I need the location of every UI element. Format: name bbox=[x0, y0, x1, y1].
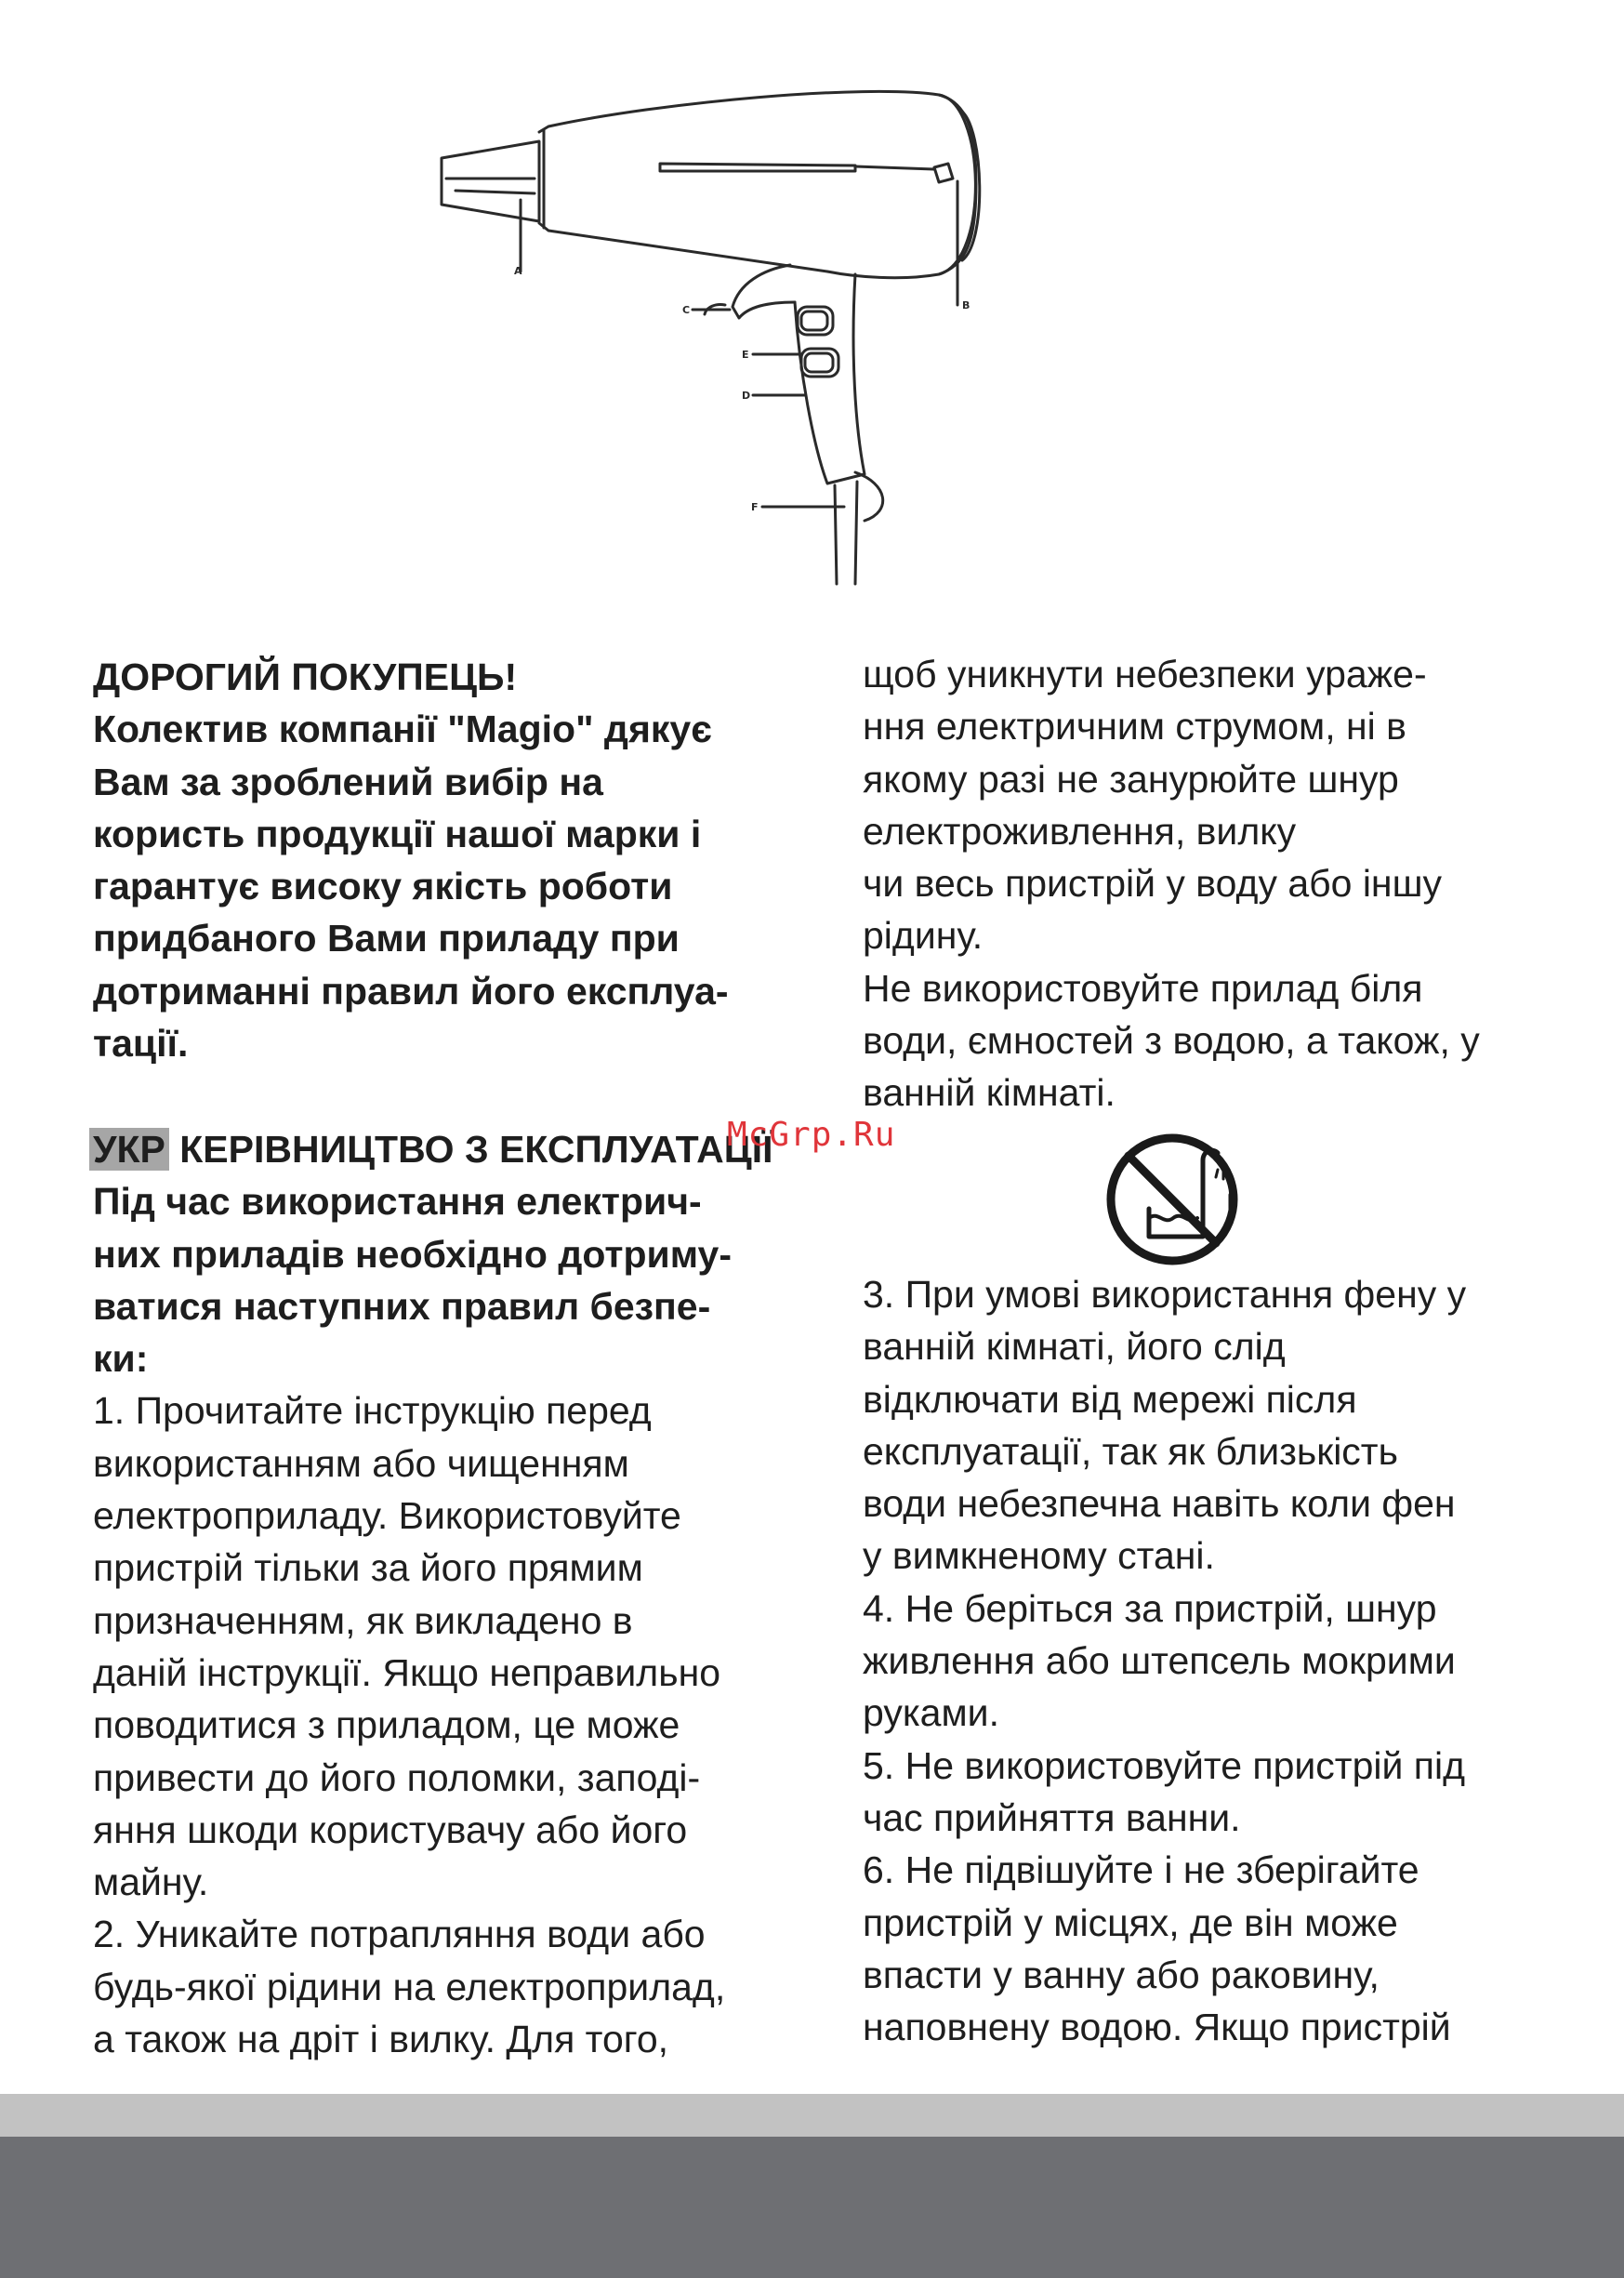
rule-line: води небезпечна навіть коли фен bbox=[863, 1482, 1456, 1526]
intro-line: придбаного Вами приладу при bbox=[93, 917, 680, 960]
rule-line: руками. bbox=[863, 1691, 999, 1735]
rule-line: 6. Не підвішуйте і не зберігайте bbox=[863, 1848, 1419, 1892]
language-tag: УКР bbox=[89, 1128, 169, 1171]
body-line: електроживлення, вилку bbox=[863, 809, 1297, 853]
rule-line: поводитися з приладом, це може bbox=[93, 1703, 680, 1747]
rule-line: відключати від мережі після bbox=[863, 1377, 1357, 1421]
label-d: D bbox=[742, 390, 751, 402]
safety-line: них приладів необхідно дотриму- bbox=[93, 1232, 732, 1276]
rule-line: привести до його поломки, заподі- bbox=[93, 1755, 701, 1799]
hair-dryer-diagram-icon bbox=[418, 74, 1069, 595]
rule-line: впасти у ванну або раковину, bbox=[863, 1953, 1380, 1996]
body-line: щоб уникнути небезпеки ураже- bbox=[863, 653, 1427, 695]
rule-line: час прийняття ванни. bbox=[863, 1795, 1241, 1839]
safety-line: ватися наступних правил безпе- bbox=[93, 1284, 711, 1328]
body-line: води, ємностей з водою, а також, у bbox=[863, 1019, 1480, 1063]
label-e: E bbox=[742, 349, 749, 361]
footer-band-dark bbox=[0, 2137, 1624, 2278]
safety-line: Під час використання електрич- bbox=[93, 1180, 702, 1224]
label-c: C bbox=[682, 304, 691, 316]
rule-line: 3. При умові використання фену у bbox=[863, 1273, 1467, 1316]
greeting-block bbox=[93, 651, 827, 1069]
section-heading bbox=[93, 1123, 827, 1175]
body-line: Не використовуйте прилад біля bbox=[863, 966, 1423, 1010]
rule-line: живлення або штепсель мокрими bbox=[863, 1639, 1456, 1683]
body-line: ванній кімнаті. bbox=[863, 1071, 1116, 1115]
body-line: чи весь пристрій у воду або іншу bbox=[863, 862, 1442, 906]
rule-line: будь-якої рідини на електроприлад, bbox=[93, 1965, 726, 2008]
rule-line: а також на дріт і вилку. Для того, bbox=[93, 2018, 669, 2061]
section-title: КЕРІВНИЦТВО З ЕКСПЛУАТАЦІЇ bbox=[168, 1128, 773, 1171]
rule-line: наповнену водою. Якщо пристрій bbox=[863, 2006, 1451, 2049]
rule-line: електроприладу. Використовуйте bbox=[93, 1494, 681, 1538]
intro-line: тації. bbox=[93, 1022, 189, 1066]
intro-line: Колектив компанії "Magio" дякує bbox=[93, 708, 712, 751]
rule-line: призначенням, як викладено в bbox=[93, 1598, 633, 1642]
rule-line: майну. bbox=[93, 1861, 209, 1904]
intro-line: дотриманні правил його експлуа- bbox=[93, 969, 729, 1013]
body-line: рідину. bbox=[863, 914, 984, 958]
body-line: якому разі не занурюйте шнур bbox=[863, 757, 1399, 801]
rule-line: 1. Прочитайте інструкцію перед bbox=[93, 1389, 652, 1433]
intro-line: Вам за зроблений вибір на bbox=[93, 760, 603, 803]
intro-line: гарантує високу якість роботи bbox=[93, 865, 673, 908]
label-f: F bbox=[751, 501, 759, 513]
rule-line: використанням або чищенням bbox=[93, 1441, 629, 1485]
rule-line: 4. Не беріться за пристрій, шнур bbox=[863, 1586, 1437, 1630]
watermark: McGrp.Ru bbox=[727, 1116, 896, 1154]
greeting-title: ДОРОГИЙ ПОКУПЕЦЬ! bbox=[93, 656, 518, 698]
rule-line: яння шкоди користувачу або його bbox=[93, 1808, 688, 1851]
no-bath-icon bbox=[1102, 1125, 1251, 1274]
manual-block bbox=[93, 1123, 827, 2065]
label-a: A bbox=[514, 265, 522, 277]
rule-line: ванній кімнаті, його слід bbox=[863, 1325, 1286, 1369]
rule-line: даній інструкції. Якщо неправильно bbox=[93, 1650, 721, 1694]
right-top-block bbox=[863, 648, 1551, 1119]
safety-line: ки: bbox=[93, 1337, 149, 1381]
intro-line: користь продукції нашої марки і bbox=[93, 812, 702, 855]
rule-line: пристрій тільки за його прямим bbox=[93, 1546, 643, 1590]
rule-line: 5. Не використовуйте пристрій під bbox=[863, 1743, 1466, 1787]
footer-band-light bbox=[0, 2094, 1624, 2137]
rule-line: у вимкненому стані. bbox=[863, 1534, 1215, 1578]
right-bottom-block bbox=[863, 1268, 1551, 2053]
body-line: ння електричним струмом, ні в bbox=[863, 705, 1406, 748]
rule-line: пристрій у місцях, де він може bbox=[863, 1901, 1398, 1944]
label-b: B bbox=[962, 299, 970, 311]
rule-line: 2. Уникайте потрапляння води або bbox=[93, 1913, 706, 1956]
rule-line: експлуатації, так як близькість bbox=[863, 1429, 1398, 1473]
